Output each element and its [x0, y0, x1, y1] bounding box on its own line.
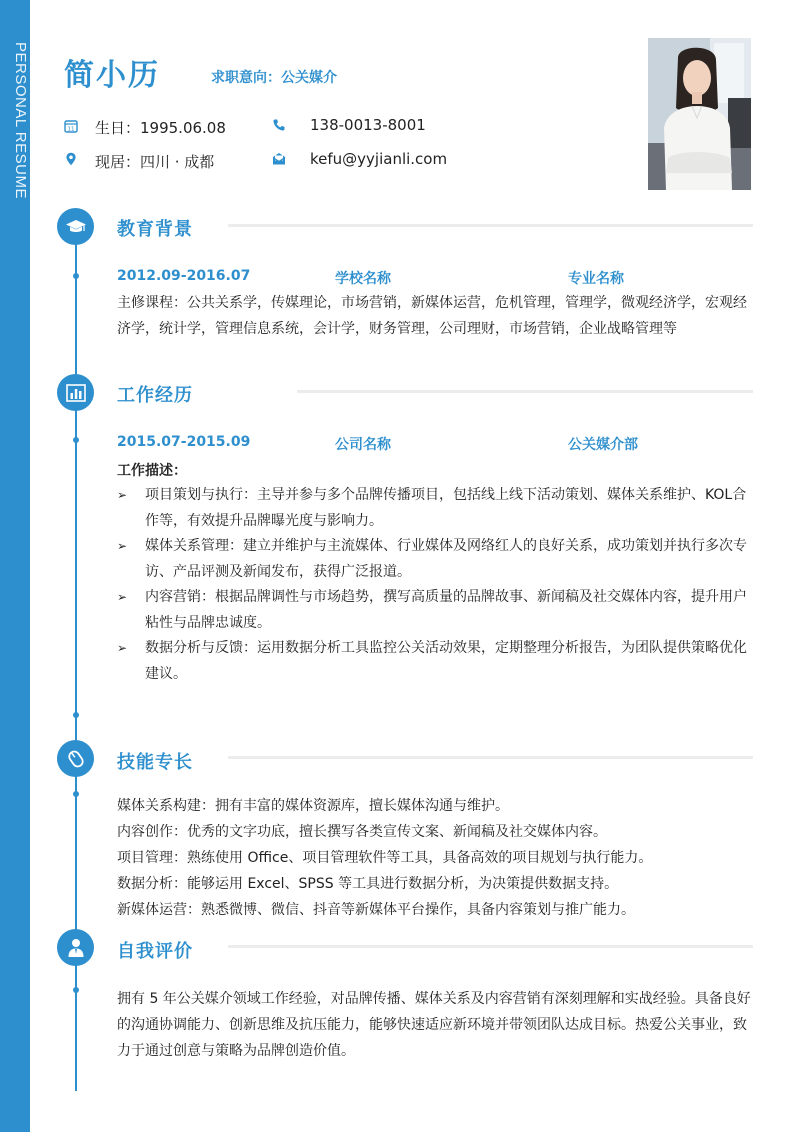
work-department: 公关媒介部	[568, 437, 638, 453]
bullet-arrow-icon: ➢	[117, 641, 128, 655]
list-item: 内容创作：优秀的文字功底，擅长撰写各类宣传文案、新闻稿及社交媒体内容。	[117, 824, 607, 840]
self-evaluation-text: 拥有 5 年公关媒介领域工作经验，对品牌传播、媒体关系及内容营销有深刻理解和实战经验。具备良好的沟通协调能力、创新思维及抗压能力，能够快速适应新环境并带领团队达成目标。热爱公关事业，致力于通过创意与策略为品牌创造价值。	[117, 991, 751, 1059]
bar-chart-icon	[66, 384, 86, 402]
work-desc-label: 工作描述：	[117, 463, 187, 479]
section-divider	[297, 390, 753, 393]
graduation-cap-icon	[65, 218, 87, 236]
work-company: 公司名称	[335, 437, 391, 453]
work-description-list	[117, 483, 753, 687]
list-item: 媒体关系构建：拥有丰富的媒体资源库，擅长媒体沟通与维护。	[117, 798, 509, 814]
list-item: 数据分析：能够运用 Excel、SPSS 等工具进行数据分析，为决策提供数据支持。	[117, 876, 619, 892]
skills-title: 技能专长	[117, 752, 193, 773]
list-item: ➢ 数据分析与反馈：运用数据分析工具监控公关活动效果，定期整理分析报告，为团队提供策略优化建议。	[117, 636, 753, 687]
self-title: 自我评价	[117, 941, 193, 962]
education-courses: 主修课程：公共关系学，传媒理论，市场营销，新媒体运营，危机管理，管理学，微观经济学，宏观经济学，统计学，管理信息系统，会计学，财务管理，公司理财，市场营销，企业战略管理等	[117, 295, 747, 337]
bullet-arrow-icon: ➢	[117, 488, 128, 502]
calendar-icon	[64, 119, 78, 133]
svg-text:11: 11	[67, 126, 75, 133]
education-school: 学校名称	[335, 271, 391, 287]
work-period: 2015.07-2015.09	[117, 434, 251, 450]
list-item: ➢ 内容营销：根据品牌调性与市场趋势，撰写高质量的品牌故事、新闻稿及社交媒体内容，提升用户粘性与品牌忠诚度。	[117, 585, 753, 636]
sidebar-label: PERSONAL RESUME	[12, 42, 29, 199]
birthday-text: 生日：1995.06.08	[95, 119, 226, 137]
sidebar-bar	[0, 0, 30, 1132]
location-pin-icon	[64, 152, 78, 166]
envelope-icon	[272, 152, 286, 166]
timeline-dot	[73, 712, 79, 718]
education-period: 2012.09-2016.07	[117, 268, 251, 284]
timeline-dot	[73, 437, 79, 443]
phone-text: 138-0013-8001	[310, 116, 426, 134]
work-section-icon	[57, 374, 94, 411]
list-item: ➢ 媒体关系管理：建立并维护与主流媒体、行业媒体及网络红人的良好关系，成功策划并执行多次专访、产品评测及新闻发布，获得广泛报道。	[117, 534, 753, 585]
list-item: ➢ 项目策划与执行：主导并参与多个品牌传播项目，包括线上线下活动策划、媒体关系维护、KOL合作等，有效提升品牌曝光度与影响力。	[117, 483, 753, 534]
timeline-dot	[73, 987, 79, 993]
section-divider	[228, 756, 753, 759]
education-section-icon	[57, 208, 94, 245]
profile-photo	[648, 38, 751, 190]
timeline-dot	[73, 791, 79, 797]
user-icon	[67, 938, 85, 958]
skills-list	[117, 793, 751, 923]
education-major: 专业名称	[568, 271, 624, 287]
residence-text: 现居：四川 · 成都	[95, 153, 215, 171]
email-text: kefu@yyjianli.com	[310, 150, 448, 168]
phone-icon	[272, 118, 286, 132]
work-title: 工作经历	[117, 385, 193, 406]
job-intent: 求职意向：公关媒介	[211, 70, 337, 86]
section-divider	[228, 945, 753, 948]
mouse-icon	[67, 749, 85, 769]
resume-name: 简小历	[64, 58, 160, 93]
timeline-dot	[73, 273, 79, 279]
self-section-icon	[57, 929, 94, 966]
section-divider	[228, 224, 753, 227]
list-item: 新媒体运营：熟悉微博、微信、抖音等新媒体平台操作，具备内容策划与推广能力。	[117, 902, 635, 918]
bullet-arrow-icon: ➢	[117, 590, 128, 604]
bullet-arrow-icon: ➢	[117, 539, 128, 553]
skills-section-icon	[57, 740, 94, 777]
list-item: 项目管理：熟练使用 Office、项目管理软件等工具，具备高效的项目规划与执行能力。	[117, 850, 653, 866]
education-title: 教育背景	[117, 219, 193, 240]
